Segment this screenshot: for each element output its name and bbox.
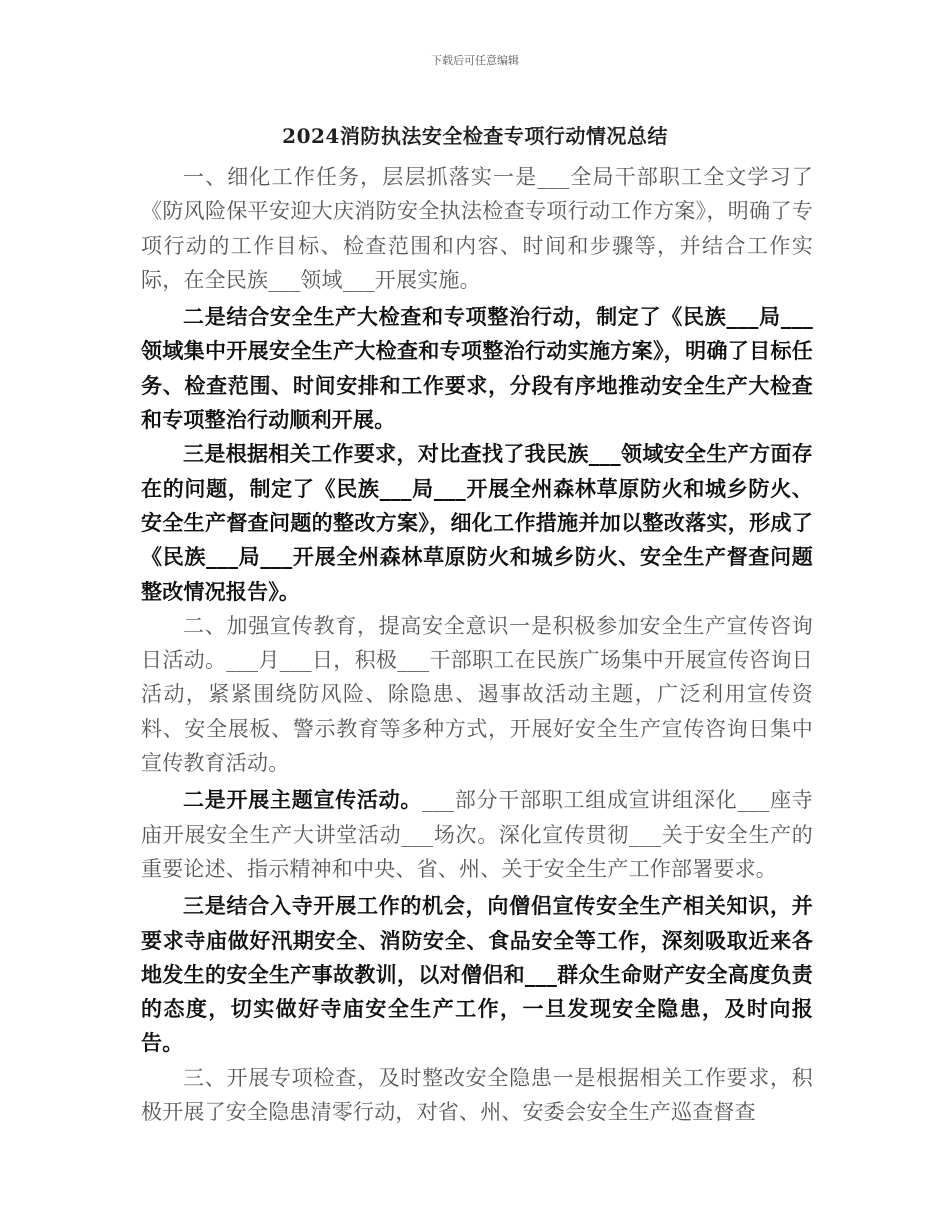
page-header-note: 下载后可任意编辑 [431,54,519,67]
paragraph-special-inspection: 三、开展专项检查，及时整改安全隐患一是根据相关工作要求，积极开展了安全隐患清零行动，对省、州、安委会安全生产巡查督查 [141,1065,813,1125]
paragraph-theme-publicity-body: ___部分干部职工组成宣讲组深化___座寺庙开展安全生产大讲堂活动___场次。深化宣传贯彻___关于安全生产的重要论述、指示精神和中央、省、州、关于安全生产工作部署要求。 [141,788,814,881]
document-title: 2024消防执法安全检查专项行动情况总结 [282,124,668,148]
paragraph-theme-publicity [141,783,813,886]
paragraph-temple-safety: 三是结合入寺开展工作的机会，向僧侣宣传安全生产相关知识，并要求寺庙做好汛期安全、消防安全、食品安全等工作，深刻吸取近来各地发生的安全生产事故教训，以对僧侣和___群众生命财产安全高度负责的态度，切实做好寺庙安全生产工作，一旦发现安全隐患，及时向报告。 [141,893,813,1056]
document-body [141,160,813,1129]
paragraph-theme-publicity-lead: 二是开展主题宣传活动。 [183,787,423,813]
paragraph-task-refinement: 一、细化工作任务，层层抓落实一是___全局干部职工全文学习了《防风险保平安迎大庆消防安全执法检查专项行动工作方案》，明确了专项行动的工作目标、检查范围和内容、时间和步骤等，并结合工作实际，在全民族___领域___开展实施。 [141,165,813,292]
paragraph-publicity-education: 二、加强宣传教育，提高安全意识一是积极参加安全生产宣传咨询日活动。___月___日，积极___干部职工在民族广场集中开展宣传咨询日活动，紧紧围绕防风险、除隐患、遏事故活动主题，广泛利用宣传资料、安全展板、警示教育等多种方式，开展好安全生产宣传咨询日集中宣传教育活动。 [141,613,813,776]
paragraph-inspection-plan: 二是结合安全生产大检查和专项整治行动，制定了《民族___局___领域集中开展安全生产大检查和专项整治行动实施方案》，明确了目标任务、检查范围、时间安排和工作要求，分段有序地推动安全生产大检查和专项整治行动顺利开展。 [141,304,813,433]
paragraph-rectification: 三是根据相关工作要求，对比查找了我民族___领域安全生产方面存在的问题，制定了《民族___局___开展全州森林草原防火和城乡防火、安全生产督查问题的整改方案》，细化工作措施并加以整改落实，形成了《民族___局___开展全州森林草原防火和城乡防火、安全生产督查问题整改情况报告》。 [141,441,813,604]
